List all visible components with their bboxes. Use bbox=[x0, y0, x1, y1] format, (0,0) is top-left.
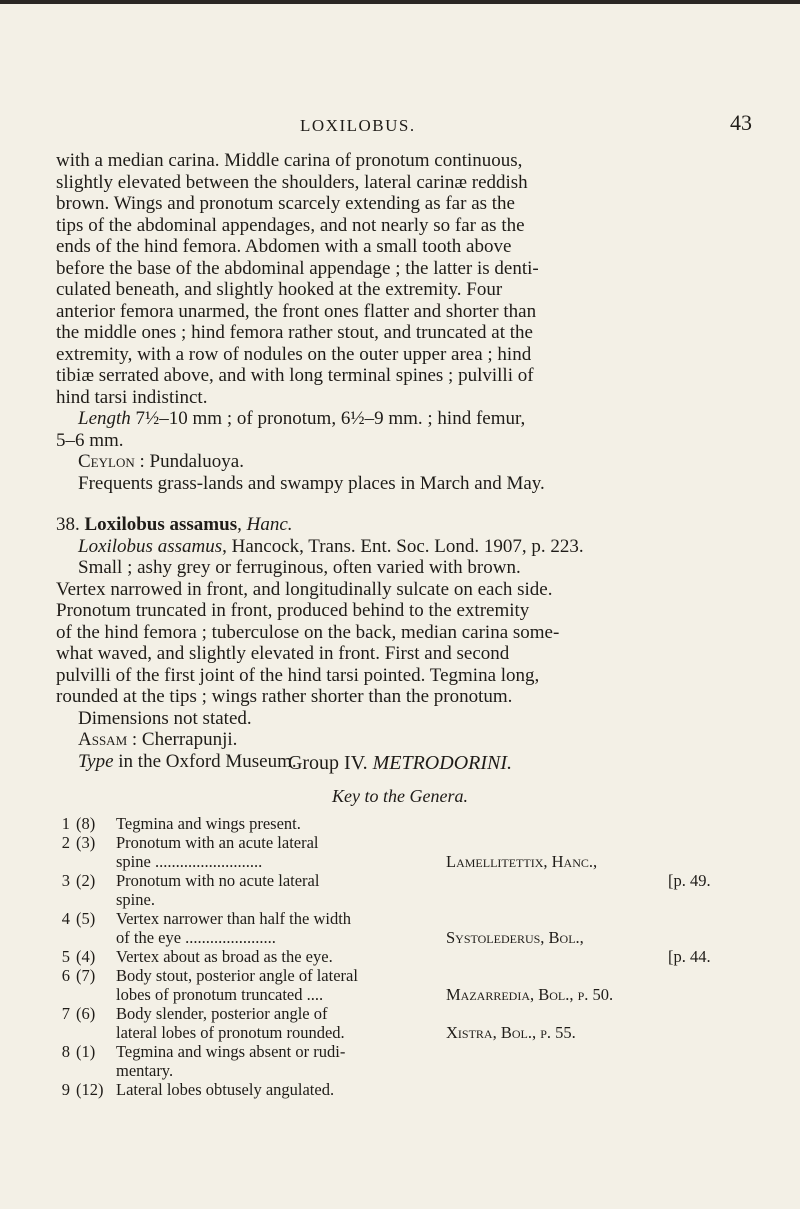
key-row-text: mentary. bbox=[116, 1061, 174, 1080]
running-head: LOXILOBUS. bbox=[300, 116, 416, 135]
key-row bbox=[56, 1042, 756, 1061]
key-row bbox=[56, 909, 756, 928]
group-title bbox=[0, 752, 800, 775]
key-row-genus: Xistra, Bol., p. 55. bbox=[446, 1023, 576, 1042]
top-rule bbox=[0, 0, 800, 4]
locality-line bbox=[56, 451, 744, 473]
key-row-text: spine .......................... bbox=[116, 852, 263, 871]
text-line: of the hind femora ; tuberculose on the back, median carina some- bbox=[56, 621, 560, 643]
key-row-ref: (6) bbox=[76, 1004, 96, 1023]
group-title-prefix: Group IV. bbox=[287, 752, 368, 774]
key-row-number: 1 bbox=[61, 814, 70, 833]
species-citation bbox=[56, 536, 744, 558]
length-text: 7½–10 mm ; of pronotum, 6½–9 mm. ; hind femur, bbox=[130, 408, 526, 429]
text-line: Dimensions not stated. bbox=[78, 707, 252, 729]
key-row-ref: (7) bbox=[76, 966, 96, 985]
text-line: the middle ones ; hind femora rather stout, and truncated at the bbox=[56, 322, 533, 343]
key-row bbox=[56, 1023, 756, 1042]
key-row-ref: (8) bbox=[76, 814, 96, 833]
text-line: ends of the hind femora. Abdomen with a small tooth above bbox=[56, 236, 512, 257]
citation-ref: , Hancock, Trans. Ent. Soc. Lond. 1907, p. 223. bbox=[222, 535, 584, 557]
key-row-ref: (5) bbox=[76, 909, 96, 928]
key-row bbox=[56, 966, 756, 985]
key-row bbox=[56, 1080, 756, 1099]
key-row-number: 4 bbox=[61, 909, 70, 928]
key-row-text: Pronotum with an acute lateral bbox=[116, 833, 319, 852]
key-row-number: 6 bbox=[61, 966, 70, 985]
key-row-ref: (3) bbox=[76, 833, 96, 852]
key-row-number: 5 bbox=[61, 947, 70, 966]
key-row-text: Body slender, posterior angle of bbox=[116, 1004, 328, 1023]
key-row-number: 7 bbox=[61, 1004, 70, 1023]
key-row-ref: (12) bbox=[76, 1080, 104, 1099]
text-line: Vertex narrowed in front, and longitudinally sulcate on each side. bbox=[56, 578, 553, 600]
key-row-text: of the eye ...................... bbox=[116, 928, 276, 947]
key-row-number: 3 bbox=[61, 871, 70, 890]
key-row bbox=[56, 1061, 756, 1080]
key-row bbox=[56, 928, 756, 947]
key-row-page: [p. 44. bbox=[668, 947, 711, 966]
section-gap bbox=[56, 494, 744, 514]
text-line: anterior femora unarmed, the front ones flatter and shorter than bbox=[56, 300, 537, 322]
key-row-text: lobes of pronotum truncated .... bbox=[116, 985, 324, 1004]
text-line: before the base of the abdominal appendage ; the latter is denti- bbox=[56, 257, 539, 279]
species-name: Loxilobus assamus bbox=[84, 514, 238, 535]
page-number: 43 bbox=[730, 110, 752, 135]
key-row-ref: (4) bbox=[76, 947, 96, 966]
species-locality-place: : Cherrapunji. bbox=[127, 729, 238, 750]
main-text bbox=[56, 150, 744, 772]
key-row-genus: Lamellitettix, Hanc., bbox=[446, 852, 598, 871]
text-line: rounded at the tips ; wings rather shorter than the pronotum. bbox=[56, 686, 513, 707]
key-row bbox=[56, 890, 756, 909]
key-row-ref: (2) bbox=[76, 871, 96, 890]
text-line: culated beneath, and slightly hooked at the extremity. Four bbox=[56, 279, 503, 300]
key-row-text: spine. bbox=[116, 890, 155, 909]
text-line: extremity, with a row of nodules on the outer upper area ; hind bbox=[56, 343, 532, 365]
key-row-text: Vertex about as broad as the eye. bbox=[116, 947, 333, 966]
key-row-text: lateral lobes of pronotum rounded. bbox=[116, 1023, 345, 1042]
text-line: Small ; ashy grey or ferruginous, often varied with brown. bbox=[78, 557, 521, 578]
text-line: brown. Wings and pronotum scarcely extending as far as the bbox=[56, 193, 515, 214]
locality-place: : Pundaluoya. bbox=[134, 451, 244, 472]
key-row-page: [p. 49. bbox=[668, 871, 711, 890]
type-text: in the Oxford Museum. bbox=[113, 750, 297, 772]
species-locality-country: Assam bbox=[78, 729, 128, 750]
key-row bbox=[56, 947, 756, 966]
key-row-number: 2 bbox=[61, 833, 70, 852]
length-line-2: 5–6 mm. bbox=[56, 429, 124, 451]
text-line: pulvilli of the first joint of the hind tarsi pointed. Tegmina long, bbox=[56, 664, 540, 686]
length-line bbox=[56, 408, 744, 430]
key-row bbox=[56, 833, 756, 852]
species-locality bbox=[56, 729, 744, 751]
length-label: Length bbox=[78, 408, 131, 429]
key-row-number: 9 bbox=[61, 1080, 70, 1099]
type-label: Type bbox=[78, 750, 114, 772]
key-row-text: Pronotum with no acute lateral bbox=[116, 871, 320, 890]
text-line: slightly elevated between the shoulders, lateral carinæ reddish bbox=[56, 171, 528, 193]
species-number: 38. bbox=[56, 514, 80, 535]
citation-name: Loxilobus assamus bbox=[78, 535, 223, 557]
key-row-number: 8 bbox=[61, 1042, 70, 1061]
key-row-text: Vertex narrower than half the width bbox=[116, 909, 352, 928]
key-title: Key to the Genera. bbox=[332, 786, 468, 806]
key-row-genus: Mazarredia, Bol., p. 50. bbox=[446, 985, 614, 1004]
species-author: Hanc. bbox=[246, 514, 293, 535]
locality-country: Ceylon bbox=[78, 451, 135, 472]
text-line: tibiæ serrated above, and with long terminal spines ; pulvilli of bbox=[56, 365, 534, 386]
key-row-text: Lateral lobes obtusely angulated. bbox=[116, 1080, 335, 1099]
species-heading: 38. Loxilobus assamus, Hanc. bbox=[56, 514, 293, 535]
text-line: tips of the abdominal appendages, and not nearly so far as the bbox=[56, 214, 525, 236]
group-title-name: METRODORINI. bbox=[372, 752, 513, 774]
key-row bbox=[56, 871, 756, 890]
key-row bbox=[56, 852, 756, 871]
key-row-text: Tegmina and wings absent or rudi- bbox=[116, 1042, 346, 1061]
key-row bbox=[56, 985, 756, 1004]
key-row-text: Tegmina and wings present. bbox=[116, 814, 301, 833]
key-row-genus: Systolederus, Bol., bbox=[446, 928, 584, 947]
key-row bbox=[56, 1004, 756, 1023]
habitat-line: Frequents grass-lands and swampy places in March and May. bbox=[78, 472, 545, 494]
text-line: hind tarsi indistinct. bbox=[56, 386, 208, 408]
text-line: what waved, and slightly elevated in front. First and second bbox=[56, 643, 510, 664]
text-line: with a median carina. Middle carina of pronotum continuous, bbox=[56, 150, 523, 171]
key-row bbox=[56, 814, 756, 833]
key-row-text: Body stout, posterior angle of lateral bbox=[116, 966, 358, 985]
key-row-ref: (1) bbox=[76, 1042, 96, 1061]
genera-key bbox=[56, 814, 756, 1099]
text-line: Pronotum truncated in front, produced behind to the extremity bbox=[56, 600, 530, 621]
